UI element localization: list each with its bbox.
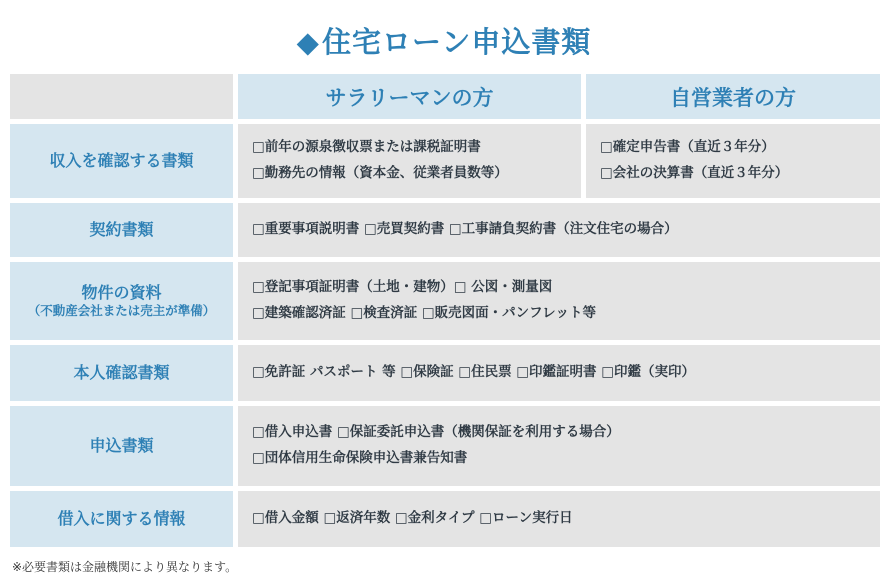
contract-cell (238, 203, 880, 257)
checklist-item: □建築確認済証 □検査済証 □販売図面・パンフレット等 (252, 305, 596, 321)
checklist-item: □確定申告書（直近３年分） (600, 139, 775, 156)
borrowing-cell (238, 491, 880, 547)
identity-cell (238, 345, 880, 401)
row-label-text: 収入を確認する書類 (49, 151, 194, 171)
header-blank-cell (10, 74, 233, 119)
diamond-icon: ◆ (296, 25, 320, 59)
column-header-self-employed: 自営業者の方 (586, 74, 880, 119)
checklist-item: □免許証 パスポート 等 □保険証 □住民票 □印鑑証明書 □印鑑（実印） (252, 364, 695, 381)
page-title-text: 住宅ローン申込書類 (321, 25, 592, 59)
income-salaried-cell (238, 124, 581, 198)
property-cell (238, 262, 880, 340)
row-label-text: 借入に関する情報 (57, 509, 186, 529)
row-label-text: 契約書類 (89, 220, 154, 240)
row-label-property (10, 262, 233, 340)
checklist-item: □勤務先の情報（資本金、従業者員数等） (252, 165, 508, 181)
row-label-application (10, 406, 233, 486)
checklist-item: □団体信用生命保険申込書兼告知書 (252, 450, 468, 466)
row-label-borrowing (10, 491, 233, 547)
row-label-text: 本人確認書類 (73, 363, 170, 383)
page-title (0, 20, 888, 61)
checklist-item: □登記事項証明書（土地・建物）□ 公図・測量図 (252, 279, 553, 296)
checklist-item: □借入金額 □返済年数 □金利タイプ □ローン実行日 (252, 510, 573, 527)
row-label-income (10, 124, 233, 198)
checklist-item: □会社の決算書（直近３年分） (600, 165, 789, 181)
footnote: ※必要書類は金融機関により異なります。 (12, 560, 238, 574)
checklist-item: □前年の源泉徴収票または課税証明書 (252, 139, 481, 156)
checklist-item: □借入申込書 □保証委託申込書（機関保証を利用する場合） (252, 424, 620, 441)
row-label-contract (10, 203, 233, 257)
application-cell (238, 406, 880, 486)
income-self-employed-cell (586, 124, 880, 198)
row-sublabel-text: （不動産会社または売主が準備） (27, 303, 216, 319)
row-label-text: 物件の資料 (81, 282, 162, 302)
column-header-salaried: サラリーマンの方 (238, 74, 581, 119)
row-label-identity (10, 345, 233, 401)
row-label-text: 申込書類 (89, 436, 154, 456)
checklist-item: □重要事項説明書 □売買契約書 □工事請負契約書（注文住宅の場合） (252, 221, 678, 238)
